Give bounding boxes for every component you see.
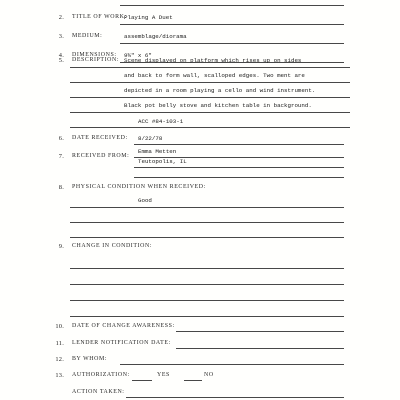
received-from-name: Emma Metten xyxy=(138,148,177,155)
item-10-rule xyxy=(176,331,344,332)
description-line-2: and back to form wall, scalloped edges. Two ment are xyxy=(124,72,305,79)
item-3-label: MEDIUM: xyxy=(72,33,103,39)
dimensions-value: 9¾" x 6" xyxy=(124,52,152,59)
action-taken-rule xyxy=(126,397,344,398)
description-rule-3 xyxy=(70,97,350,98)
item-5-number: 5. xyxy=(58,57,64,64)
item-8-rule-3 xyxy=(70,237,344,238)
item-3-rule xyxy=(120,43,344,44)
description-rule-1 xyxy=(70,67,350,68)
item-5-label: DESCRIPTION: xyxy=(72,57,120,63)
description-rule-2 xyxy=(70,82,350,83)
action-taken-label: ACTION TAKEN: xyxy=(72,389,125,395)
item-13-number: 13. xyxy=(55,372,64,379)
item-11-label: LENDER NOTIFICATION DATE: xyxy=(72,340,171,346)
medium-value: assemblage/diorama xyxy=(124,33,187,40)
item-11-number: 11. xyxy=(55,340,64,347)
item-12-label: BY WHOM: xyxy=(72,356,108,362)
item-2-number: 2. xyxy=(58,14,64,21)
item-4-label: DIMENSIONS: xyxy=(72,52,117,58)
description-rule-4 xyxy=(70,112,350,113)
item-12-rule xyxy=(120,364,344,365)
item-6-rule xyxy=(134,144,344,145)
date-received-value: 8/22/78 xyxy=(138,135,163,142)
accession-number: ACC #84-103-1 xyxy=(138,118,184,125)
item-11-rule xyxy=(176,348,344,349)
received-from-city: Teutopolis, IL xyxy=(138,158,187,165)
item-9-rule-2 xyxy=(70,284,344,285)
item-6-number: 6. xyxy=(58,135,64,142)
description-rule-5 xyxy=(70,127,350,128)
item-4-number: 4. xyxy=(58,52,64,59)
item-2-label: TITLE OF WORK: xyxy=(72,14,127,20)
item-8-label: PHYSICAL CONDITION WHEN RECEIVED: xyxy=(72,184,206,190)
item-8-number: 8. xyxy=(58,184,64,191)
item-8-rule-1 xyxy=(70,207,344,208)
description-line-4: Black pot belly stove and kitchen table in background. xyxy=(124,102,312,109)
authorization-no-label: NO xyxy=(204,372,214,378)
item-7-label: RECEIVED FROM: xyxy=(72,153,130,159)
description-line-3: depicted in a room playing a cello and wind instrument. xyxy=(124,87,316,94)
item-2-rule xyxy=(120,24,344,25)
item-10-label: DATE OF CHANGE AWARENESS: xyxy=(72,323,175,329)
physical-condition-value: Good xyxy=(138,197,152,204)
item-10-number: 10. xyxy=(55,323,64,330)
item-8-rule-2 xyxy=(70,222,344,223)
item-7-rule-3 xyxy=(134,177,344,178)
title-of-work-value: Playing A Duet xyxy=(124,14,173,21)
authorization-yes-label: YES xyxy=(157,372,170,378)
item-9-rule-3 xyxy=(70,300,344,301)
item-6-label: DATE RECEIVED: xyxy=(72,135,128,141)
item-9-label: CHANGE IN CONDITION: xyxy=(72,243,153,249)
authorization-yes-blank xyxy=(132,380,152,381)
item-12-number: 12. xyxy=(55,356,64,363)
item-3-number: 3. xyxy=(58,33,64,40)
item-7-rule-2 xyxy=(134,167,344,168)
item-9-rule-4 xyxy=(70,316,344,317)
item-13-label: AUTHORIZATION: xyxy=(72,372,130,378)
item-1-rule xyxy=(120,5,344,6)
authorization-no-blank xyxy=(184,380,202,381)
item-9-number: 9. xyxy=(58,243,64,250)
item-7-number: 7. xyxy=(58,153,64,160)
description-line-1: Scene displayed on platform which rises up on sides xyxy=(124,57,302,64)
item-9-rule-1 xyxy=(70,268,344,269)
